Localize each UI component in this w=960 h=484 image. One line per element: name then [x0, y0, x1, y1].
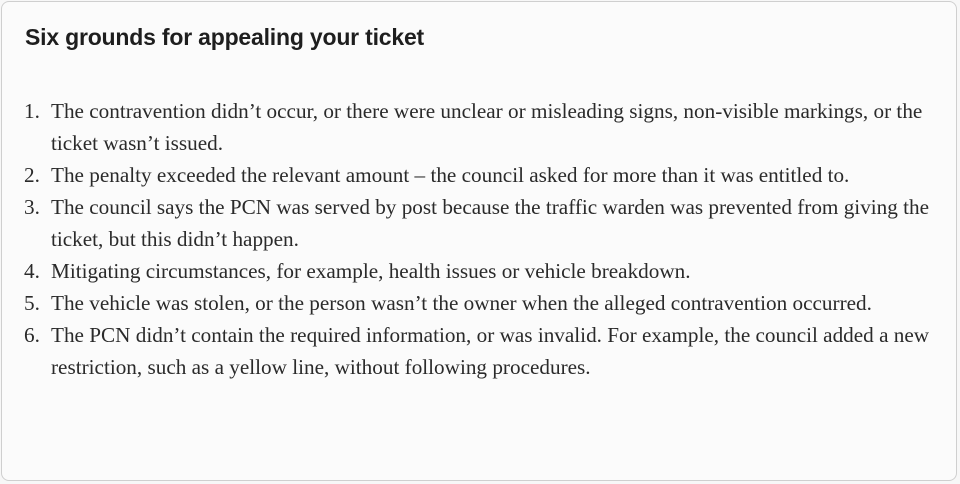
list-item	[2, 319, 941, 383]
list-item-number: 2.	[24, 163, 40, 187]
list-item	[2, 287, 941, 319]
grounds-list	[2, 95, 941, 383]
list-item-number: 3.	[24, 195, 40, 219]
list-item-text: The penalty exceeded the relevant amount – the council asked for more than it was entitled to.	[51, 163, 850, 187]
list-item	[2, 95, 941, 159]
list-item	[2, 191, 941, 255]
list-item	[2, 159, 941, 191]
list-item-number: 5.	[24, 291, 40, 315]
list-item-text: The PCN didn’t contain the required information, or was invalid. For example, the council added a new restriction, such as a yellow line, without following procedures.	[51, 323, 930, 379]
list-item-number: 6.	[24, 323, 40, 347]
list-item-text: The council says the PCN was served by post because the traffic warden was prevented from giving the ticket, but this didn’t happen.	[51, 195, 930, 251]
list-item-text: The vehicle was stolen, or the person wasn’t the owner when the alleged contravention occurred.	[51, 291, 872, 315]
list-item-text: Mitigating circumstances, for example, health issues or vehicle breakdown.	[51, 259, 691, 283]
info-card	[1, 1, 957, 481]
list-item-text: The contravention didn’t occur, or there were unclear or misleading signs, non-visible markings, or the ticket wasn’t issued.	[51, 99, 923, 155]
list-item-number: 1.	[24, 99, 40, 123]
card-title: Six grounds for appealing your ticket	[25, 24, 424, 50]
list-item-number: 4.	[24, 259, 40, 283]
list-item	[2, 255, 941, 287]
